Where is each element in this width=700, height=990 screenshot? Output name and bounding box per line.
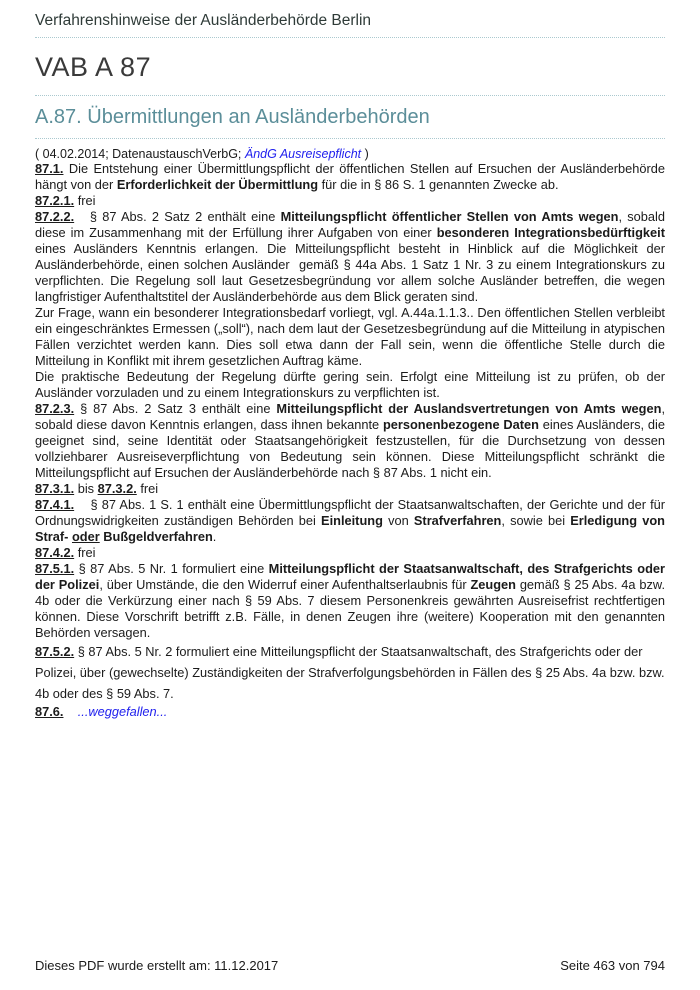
paragraph-87-2-2 <box>35 209 665 305</box>
paragraph-87-4-2 <box>35 545 665 561</box>
text-segment: 87.3.2. <box>97 481 137 496</box>
text-segment: § 87 Abs. 5 Nr. 1 formuliert eine <box>74 561 269 576</box>
paragraph-87-5-2 <box>35 641 665 704</box>
text-segment: § 87 Abs. 5 Nr. 2 formuliert eine Mitteilungspflicht der Staatsanwaltschaft, des Strafgerichts oder der Polizei, über (gewechselte) Zuständigkeiten der Strafverfolgungsbehörden in Fällen des § 25 Abs. 4a bzw. bzw. 4b oder des § 59 Abs. 7. <box>35 644 665 701</box>
text-segment: Erledigung von Straf- <box>35 513 665 544</box>
text-segment: ( 04.02.2014; DatenaustauschVerbG; <box>35 147 245 161</box>
text-segment: Mitteilungspflicht der Auslandsvertretungen von Amts wegen <box>276 401 662 416</box>
paragraph-87-1 <box>35 161 665 193</box>
text-segment: § 87 Abs. 1 S. 1 enthält eine Übermittlungspflicht der Staatsanwaltschaften, der Gerichte und der für Ordnungswidrigkeiten zuständigen Behörden bei <box>35 497 665 528</box>
text-segment: von <box>382 513 414 528</box>
paragraph-87-2-3 <box>35 401 665 481</box>
text-segment: Zur Frage, wann ein besonderer Integrationsbedarf vorliegt, vgl. A.44a.1.1.3.. Den öffentlichen Stellen verbleibt ein eingeschränktes Ermessen („soll“), nach dem laut der Gesetzesbegründung auf die Mitteilung in atypischen Fällen verzichtet werden kann. Dies soll etwa dann der Fall sein, wenn die öffentliche Stelle durch die Mitteilung in Konflikt mit ihrem gesetzlichen Auftrag käme. <box>35 305 665 368</box>
text-segment: frei <box>74 193 96 208</box>
text-segment: 87.2.1. <box>35 193 75 208</box>
text-segment: Die Entstehung einer Übermittlungspflicht der öffentlichen Stellen auf Ersuchen der Ausländerbehörde hängt von der <box>35 161 665 192</box>
text-segment: § 87 Abs. 2 Satz 2 enthält eine <box>74 209 281 224</box>
paragraph-87-4-1 <box>35 497 665 545</box>
text-segment: Zeugen <box>470 577 516 592</box>
text-segment: 87.1. <box>35 161 64 176</box>
text-segment: 87.4.1. <box>35 497 75 512</box>
document-header: Verfahrenshinweise der Ausländerbehörde Berlin <box>35 0 665 38</box>
text-segment: § 87 Abs. 2 Satz 3 enthält eine <box>74 401 277 416</box>
text-segment: Einleitung <box>321 513 383 528</box>
text-segment: Mitteilungspflicht öffentlicher Stellen von Amts wegen <box>280 209 619 224</box>
text-segment: gemäß § 25 Abs. 4a bzw. 4b oder die Verkürzung einer nach § 59 Abs. 7 diesem Personenkreis gewährten Ausreisefrist rechtfertigen können. Diese Vorschrift betrifft z.B. Fälle, in denen Zeugen ihre (weitere) Kooperation mit den genannten Behörden versagen. <box>35 577 665 640</box>
text-segment: 87.6. <box>35 704 64 719</box>
text-segment: oder <box>71 529 100 544</box>
text-segment: 87.5.2. <box>35 644 75 659</box>
text-segment: 87.5.1. <box>35 561 75 576</box>
text-segment: 87.2.3. <box>35 401 75 416</box>
text-segment: ) <box>361 147 369 161</box>
text-segment: frei <box>74 545 96 560</box>
text-segment: Strafverfahren <box>413 513 502 528</box>
text-segment <box>63 704 77 719</box>
text-segment: 87.4.2. <box>35 545 75 560</box>
text-segment: frei <box>136 481 159 496</box>
text-segment: 87.3.1. <box>35 481 75 496</box>
text-segment: , über Umstände, die den Widerruf einer Aufenthaltserlaubnis für <box>99 577 471 592</box>
text-segment: , sobald diese davon Kenntnis erlangen, dass ihnen bekannte <box>35 401 665 432</box>
revision-info <box>35 147 665 161</box>
text-segment: personenbezogene Daten <box>382 417 539 432</box>
text-segment: 87.2.2. <box>35 209 75 224</box>
text-segment: für die in § 86 S. 1 genannten Zwecke ab. <box>318 177 559 192</box>
section-heading: A.87. Übermittlungen an Ausländerbehörden <box>35 96 665 139</box>
text-segment: eines Ausländers Kenntnis erlangen. Die Mitteilungspflicht besteht in Hinblick auf die Möglichkeit der Ausländerbehörde, einen solchen Ausländer gemäß § 44a Abs. 1 Satz 1 Nr. 3 zu einem Integrationskurs zu verpflichten. Die Regelung soll laut Gesetzesbegründung vor allem solche Ausländer betreffen, die wegen langfristiger Aufenthaltstitel der Ausländerbehörde aus dem Blick geraten sind. <box>35 241 665 304</box>
text-segment: besonderen Integrationsbedürftigkeit <box>436 225 665 240</box>
paragraph-87-3-1 <box>35 481 665 497</box>
text-segment: . <box>212 529 217 544</box>
paragraph-87-6 <box>35 704 665 720</box>
text-segment: Bußgeldverfahren <box>99 529 213 544</box>
footer-created-date: Dieses PDF wurde erstellt am: 11.12.2017 <box>35 958 279 973</box>
footer-page-number: Seite 463 von 794 <box>560 958 665 973</box>
page-footer <box>35 958 665 973</box>
page-title: VAB A 87 <box>35 38 665 96</box>
text-segment: eines Ausländers, die geeignet sind, seine Identität oder Staatsangehörigkeit festzustellen, für die Durchsetzung von dessen vollziehbarer Ausreiseverpflichtung von Bedeutung sein können. Diese Mitteilungspflicht schränkt die Mitteilungspflicht auf Ersuchen der Ausländerbehörde nach § 87 Abs. 1 nicht ein. <box>35 417 665 480</box>
text-segment: , sowie bei <box>501 513 571 528</box>
text-segment: bis <box>74 481 98 496</box>
paragraph-zur-frage <box>35 305 665 401</box>
text-segment: Mitteilungspflicht der Staatsanwaltschaft, des Strafgerichts oder der Polizei <box>35 561 665 592</box>
paragraph-87-5-1 <box>35 561 665 641</box>
text-segment: Die praktische Bedeutung der Regelung dürfte gering sein. Erfolgt eine Mitteilung ist zu prüfen, ob der Ausländer vorzuladen und zu einem Integrationskurs zu verpflichten ist. <box>35 369 665 400</box>
link-aendg-ausreisepflicht[interactable]: ÄndG Ausreisepflicht <box>244 147 362 161</box>
text-segment: Erforderlichkeit der Übermittlung <box>116 177 319 192</box>
link-weggefallen[interactable]: ...weggefallen... <box>77 704 168 719</box>
paragraph-87-2-1 <box>35 193 665 209</box>
text-segment: , sobald diese im Zusammenhang mit der Erfüllung ihrer Aufgaben von einer <box>35 209 665 240</box>
